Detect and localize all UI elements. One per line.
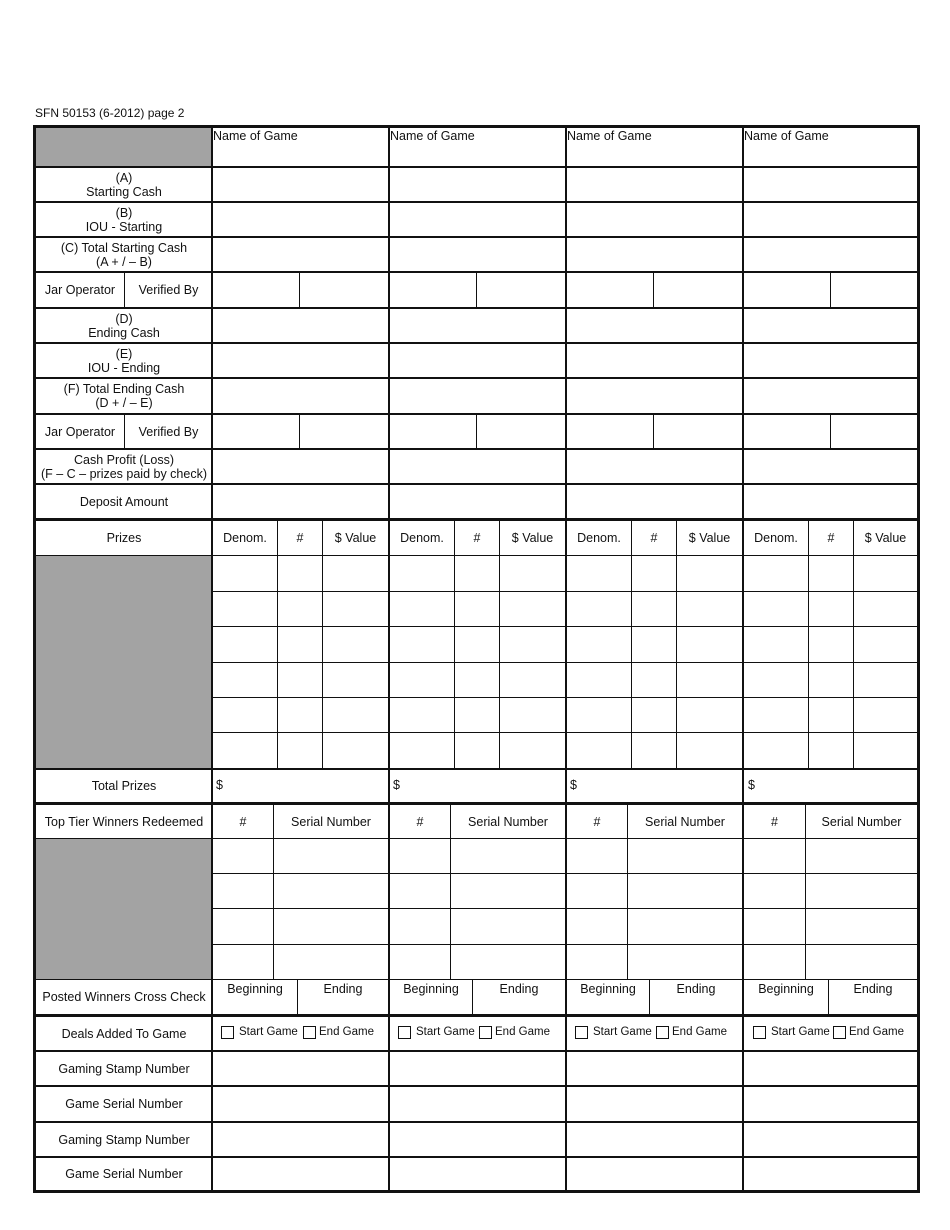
total-prizes-currency: $ (570, 778, 577, 792)
beginning-header: Beginning (227, 982, 283, 996)
value-header: $ Value (864, 531, 907, 545)
start-game-label: Start Game (771, 1026, 830, 1038)
end-game-checkbox[interactable] (656, 1026, 669, 1039)
end-game-checkbox[interactable] (303, 1026, 316, 1039)
end-game-label: End Game (495, 1026, 550, 1038)
cash-profit-label: Cash Profit (Loss) (F – C – prizes paid by check) (40, 452, 208, 481)
serial-number-header: Serial Number (291, 815, 371, 829)
denom-header: Denom. (754, 531, 798, 545)
top-tier-label: Top Tier Winners Redeemed (44, 814, 204, 829)
end-game-label: End Game (672, 1026, 727, 1038)
ttw-count-header: # (239, 815, 247, 829)
sub-col-line (476, 414, 477, 450)
ttw-count-header: # (771, 815, 778, 829)
sub-col-line (322, 521, 323, 769)
sub-col-line (805, 805, 806, 980)
row-line (212, 944, 917, 945)
game-serial-label: Game Serial Number (65, 1097, 183, 1111)
sub-col-line (653, 272, 654, 308)
sub-col-line (653, 414, 654, 450)
start-game-label: Start Game (239, 1026, 298, 1038)
ending-header: Ending (853, 982, 893, 996)
row-line (212, 662, 917, 663)
value-header: $ Value (511, 531, 554, 545)
game-name-header-3: Name of Game (567, 129, 652, 143)
sub-col-line (627, 805, 628, 980)
gray-top-tier-block (36, 839, 212, 979)
col-divider (742, 128, 744, 1190)
sub-col-line (277, 521, 278, 769)
deposit-amount-label: Deposit Amount (79, 494, 169, 509)
end-game-checkbox[interactable] (479, 1026, 492, 1039)
beginning-header: Beginning (580, 982, 636, 996)
start-game-checkbox[interactable] (575, 1026, 588, 1039)
value-header: $ Value (688, 531, 731, 545)
denom-header: Denom. (577, 531, 621, 545)
row-line (212, 873, 917, 874)
sub-col-line (476, 272, 477, 308)
sub-col-line (273, 805, 274, 980)
sub-col-line (830, 414, 831, 450)
sub-col-line (830, 272, 831, 308)
prizes-label: Prizes (106, 531, 142, 545)
beginning-header: Beginning (758, 982, 814, 996)
deals-added-label: Deals Added To Game (61, 1026, 187, 1041)
serial-number-header: Serial Number (468, 815, 548, 829)
gaming-stamp-label: Gaming Stamp Number (58, 1061, 190, 1076)
total-starting-cash-label: (C) Total Starting Cash (A + / – B) (60, 240, 188, 269)
jar-operator-label: Jar Operator (44, 424, 116, 439)
end-game-checkbox[interactable] (833, 1026, 846, 1039)
col-divider (565, 128, 567, 1190)
row-line (212, 732, 917, 733)
sub-col-line (853, 521, 854, 769)
iou-ending-label: (E) IOU - Ending (87, 346, 161, 375)
beginning-header: Beginning (403, 982, 459, 996)
end-game-label: End Game (849, 1026, 904, 1038)
gaming-stamp-label: Gaming Stamp Number (58, 1132, 190, 1147)
sub-col-line (676, 521, 677, 769)
count-header: # (827, 531, 835, 545)
row-line (36, 838, 917, 839)
count-header: # (296, 531, 304, 545)
game-record-form (33, 125, 920, 1193)
value-header: $ Value (334, 531, 377, 545)
ending-header: Ending (676, 982, 716, 996)
row-line (212, 591, 917, 592)
ending-header: Ending (499, 982, 539, 996)
gray-prizes-block (36, 556, 212, 768)
col-divider (388, 128, 390, 1190)
posted-winners-label: Posted Winners Cross Check (42, 990, 206, 1004)
start-game-checkbox[interactable] (398, 1026, 411, 1039)
starting-cash-label: (A) Starting Cash (86, 170, 162, 199)
ttw-count-header: # (593, 815, 601, 829)
denom-header: Denom. (400, 531, 444, 545)
ttw-count-header: # (416, 815, 424, 829)
iou-starting-label: (B) IOU - Starting (85, 205, 163, 234)
game-name-header-1: Name of Game (213, 129, 298, 143)
sub-col-line (808, 521, 809, 769)
ending-header: Ending (323, 982, 363, 996)
serial-number-header: Serial Number (645, 815, 725, 829)
sub-col-line (450, 805, 451, 980)
start-game-checkbox[interactable] (753, 1026, 766, 1039)
start-game-label: Start Game (416, 1026, 475, 1038)
row-line (212, 626, 917, 627)
total-prizes-currency: $ (393, 778, 400, 792)
start-game-checkbox[interactable] (221, 1026, 234, 1039)
row-line (212, 908, 917, 909)
form-id-header: SFN 50153 (6-2012) page 2 (35, 106, 185, 120)
game-name-header-2: Name of Game (390, 129, 475, 143)
row-line (212, 697, 917, 698)
denom-header: Denom. (223, 531, 267, 545)
game-name-header-4: Name of Game (744, 129, 829, 143)
count-header: # (650, 531, 658, 545)
total-prizes-currency: $ (748, 778, 755, 792)
sub-col-line (454, 521, 455, 769)
jar-operator-label: Jar Operator (44, 283, 116, 297)
total-ending-cash-label: (F) Total Ending Cash (D + / – E) (63, 382, 185, 410)
ending-cash-label: (D) Ending Cash (88, 311, 160, 340)
start-game-label: Start Game (593, 1026, 652, 1038)
sub-col-line (299, 414, 300, 450)
game-serial-label: Game Serial Number (65, 1167, 183, 1181)
sub-col-line (631, 521, 632, 769)
sub-col-line (499, 521, 500, 769)
sub-col-line (299, 272, 300, 308)
gray-header-cell (36, 128, 212, 166)
serial-number-header: Serial Number (821, 815, 902, 829)
row-line (36, 555, 917, 556)
verified-by-label: Verified By (138, 424, 199, 439)
count-header: # (473, 531, 481, 545)
total-prizes-label: Total Prizes (91, 779, 157, 793)
total-prizes-currency: $ (216, 778, 223, 792)
verified-by-label: Verified By (138, 283, 199, 297)
end-game-label: End Game (319, 1026, 374, 1038)
